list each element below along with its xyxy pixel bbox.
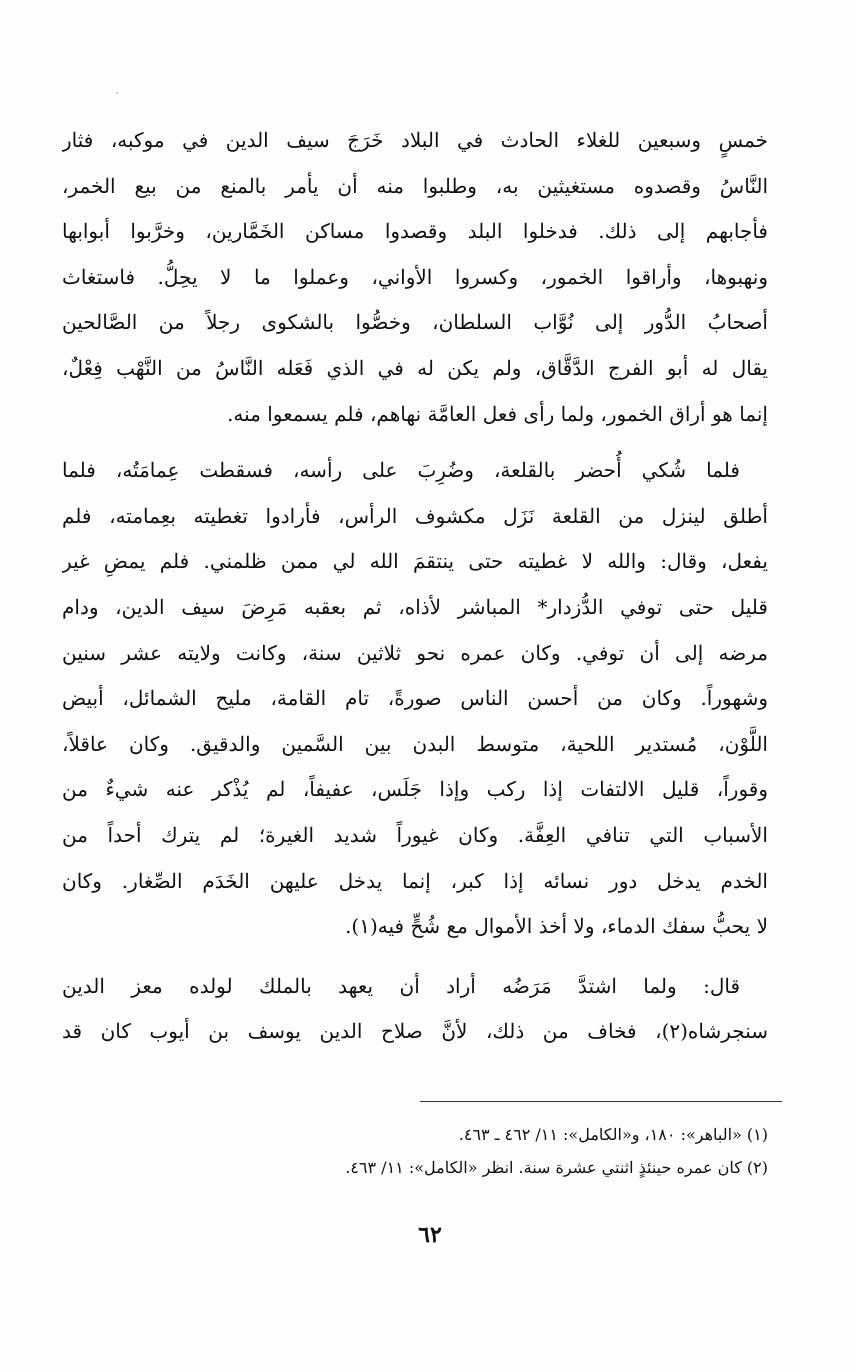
text-line: لا يحبُّ سفك الدماء، ولا أخذ الأموال مع شُحٍّ فيه(١). [345, 914, 768, 939]
footnote-2: (٢) كان عمره حينئذٍ اثنتي عشرة سنة. انظر «الكامل»: ١١/ ٤٦٣. [345, 1158, 768, 1177]
text-line: قليل حتى توفي الدُّزدار* المباشر لأذاه، ثم بعقبه مَرِضَ سيف الدين، ودام [62, 594, 768, 619]
paragraph-2 [62, 448, 768, 950]
text-line: ونهبوها، وأراقوا الخمور، وكسروا الأواني، وعملوا ما لا يحِلُّ. فاستغاث [62, 264, 768, 289]
paragraph-1 [62, 118, 768, 437]
text-line: خمسٍ وسبعين للغلاء الحادث في البلاد خَرَجَ سيف الدين في موكبه، فثار [62, 128, 768, 152]
text-line: فأجابهم إلى ذلك. فدخلوا البلد وقصدوا مساكن الخَمَّارين، وخرَّبوا أبوابها [62, 219, 768, 244]
footnote-divider [420, 1101, 782, 1102]
text-line: الخدم يدخل دور نسائه إذا كبر، إنما يدخل عليهن الخَدَم الصِّغار. وكان [62, 868, 768, 893]
text-line: اللَّوْن، مُستدير اللحية، متوسط البدن بين السَّمين والدقيق. وكان عاقلاً، [62, 731, 768, 756]
page-number: ٦٢ [418, 1222, 442, 1248]
text-line: قال: ولما اشتدَّ مَرَضُه أراد أن يعهد بالملك لولده معز الدين [62, 973, 740, 998]
text-line: وشهوراً. وكان من أحسن الناس صورةً، تام القامة، مليح الشمائل، أبيض [62, 686, 768, 711]
text-line: يقال له أبو الفرج الدَّقَّاق، ولم يكن له في الذي فَعَله النَّاسُ من النَّهْب فِعْلٌ، [62, 355, 768, 380]
text-line: الأسباب التي تنافي العِفَّة. وكان غيوراً شديد الغيرة؛ لم يترك أحداً من [62, 822, 768, 847]
text-line: فلما شُكي أُحضر بالقلعة، وضُرِبَ على رأسه، فسقطت عِمامَتُه، فلما [62, 458, 740, 483]
text-line: إنما هو أراق الخمور، ولما رأى فعل العامَّة نهاهم، فلم يسمعوا منه. [227, 401, 768, 426]
text-line: أصحابُ الدُّور إلى نُوَّاب السلطان، وخصُّوا بالشكوى رجلاً من الصَّالحين [62, 310, 768, 335]
footnotes [60, 1118, 768, 1184]
paper-speck [116, 92, 118, 94]
footnote-1: (١) «الباهر»: ١٨٠، و«الكامل»: ١١/ ٤٦٢ ـ ٤٦٣. [458, 1125, 768, 1144]
text-line: النَّاسُ وقصدوه مستغيثين به، وطلبوا منه أن يأمر بالمنع من بيع الخمر، [62, 173, 768, 198]
text-line: أطلق لينزل من القلعة نَزَل مكشوف الرأس، فأرادوا تغطيته بعِمامته، فلم [62, 503, 768, 528]
text-line: مرضه إلى أن توفي. وكان عمره نحو ثلاثين سنة، وكانت ولايته عشر سنين [62, 640, 768, 665]
paragraph-gap [62, 437, 768, 448]
text-line: يفعل، وقال: والله لا غطيته حتى ينتقمَ الله لي ممن ظلمني. فلم يمضِ غير [62, 549, 768, 574]
paragraph-gap [62, 950, 768, 964]
text-line: سنجرشاه(٢)، فخاف من ذلك، لأنَّ صلاح الدين يوسف بن أيوب كان قد [62, 1019, 768, 1044]
main-text [62, 118, 768, 1055]
text-line: وقوراً، قليل الالتفات إذا ركب وإذا جَلَس، عفيفاً، لم يُذْكر عنه شيءٌ من [62, 777, 768, 802]
paragraph-3 [62, 964, 768, 1055]
